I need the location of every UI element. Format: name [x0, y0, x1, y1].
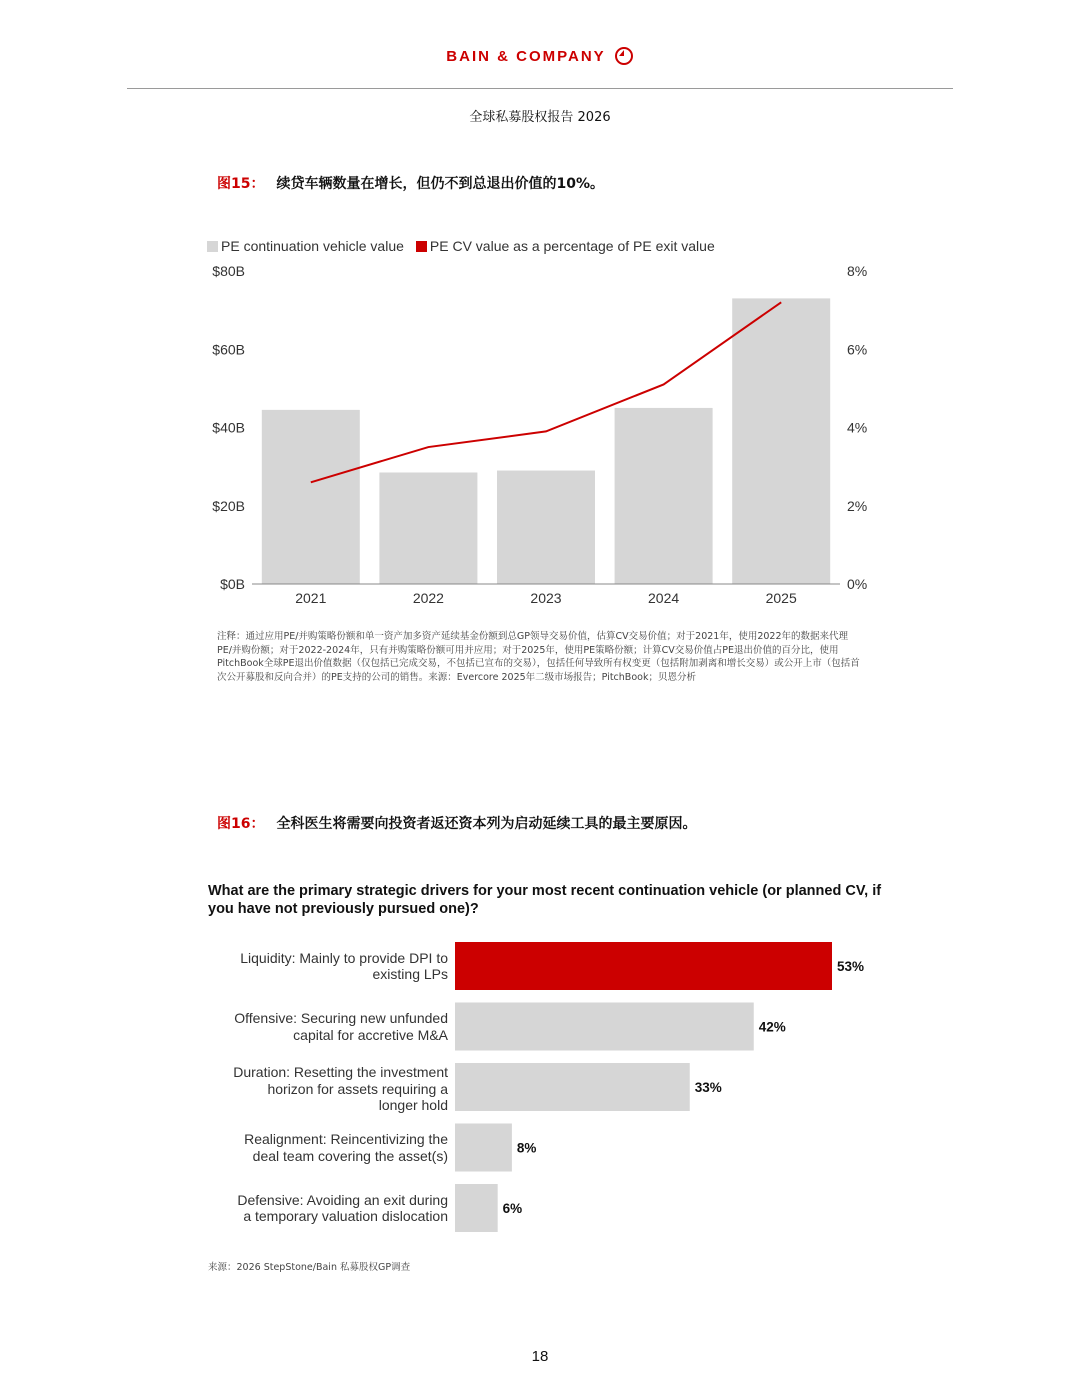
- figure-15-heading: 续贷车辆数量在增长，但仍不到总退出价值的10%。: [276, 176, 604, 192]
- y-right-tick-label: 6%: [847, 341, 868, 358]
- y-left-tick-label: $60B: [212, 341, 245, 358]
- legend-swatch-red: [416, 241, 427, 252]
- driver-value-label: 8%: [516, 1140, 537, 1156]
- driver-category-line: Liquidity: Mainly to provide DPI to: [240, 949, 448, 966]
- y-left-tick-label: $0B: [220, 576, 245, 592]
- figure-16-number: 图16：: [217, 816, 265, 832]
- driver-category-line: deal team covering the asset(s): [252, 1147, 448, 1164]
- bain-logo-icon: [614, 46, 634, 66]
- chart-legend: [207, 238, 715, 254]
- cv-value-bar: [615, 408, 713, 584]
- driver-category-line: existing LPs: [372, 966, 448, 982]
- driver-bar: [455, 1003, 754, 1051]
- figure-15-number: 图15：: [217, 176, 265, 192]
- y-left-tick-label: $20B: [212, 497, 245, 514]
- page-number: 18: [531, 1348, 549, 1365]
- x-tick-label: 2022: [412, 590, 444, 606]
- cv-value-bar: [379, 472, 477, 584]
- driver-bar: [455, 942, 832, 990]
- y-right-tick-label: 8%: [847, 263, 868, 279]
- y-left-tick-label: $40B: [212, 419, 245, 436]
- header-rule: [127, 88, 953, 89]
- driver-category-line: a temporary valuation dislocation: [243, 1208, 448, 1224]
- y-left-tick-label: $80B: [212, 263, 245, 279]
- figure-16-title: [217, 813, 696, 833]
- driver-category-line: Duration: Resetting the investment: [233, 1064, 448, 1081]
- legend-swatch-gray: [207, 241, 218, 252]
- driver-value-label: 42%: [758, 1019, 786, 1035]
- report-title: 全球私募股权报告 2026: [469, 110, 611, 125]
- figure-15-title: [217, 173, 604, 193]
- x-tick-label: 2024: [648, 590, 680, 606]
- x-tick-label: 2021: [295, 590, 327, 606]
- cv-value-bar: [732, 298, 830, 584]
- driver-value-label: 33%: [694, 1080, 722, 1095]
- driver-category-line: horizon for assets requiring a: [267, 1080, 448, 1097]
- figure-16-heading: 全科医生将需要向投资者返还资本列为启动延续工具的最主要原因。: [276, 816, 697, 832]
- cv-value-chart: [0, 255, 1080, 615]
- legend-label-line: PE CV value as a percentage of PE exit value: [429, 238, 715, 254]
- driver-bar: [455, 1184, 498, 1232]
- driver-category-line: Defensive: Avoiding an exit during: [237, 1191, 448, 1208]
- driver-bar: [455, 1124, 512, 1172]
- brand-logo-text: BAIN & COMPANY: [446, 47, 606, 65]
- cv-value-bar: [262, 410, 360, 584]
- cv-value-bar: [497, 471, 595, 584]
- driver-value-label: 53%: [837, 959, 865, 974]
- driver-bar: [455, 1063, 690, 1111]
- figure-15-note: 注释：通过应用PE/并购策略份额和单一资产加多资产延续基金份额到总GP领导交易价值，估算CV交易价值；对于2021年，使用2022年的数据来代理PE/并购份额；对于2022-2024年，只有并购策略份额可用并应用；对于2025年，使用PE策略份额；计算CV交易价值占PE退出价值的百分比，使用PitchBook全球PE退出价值数据（仅包括已完成交易，不包括已宣布的交易），包括任何导致所有权变更（包括附加剥离和增长交易）或公开上市（包括首次公开募股和反向合并）的PE支持的公司的销售。来源：Evercore 2025年二级市场报告；PitchBook；贝恩分析: [217, 631, 860, 683]
- driver-value-label: 6%: [502, 1201, 523, 1216]
- legend-item-bars: [207, 238, 404, 254]
- y-right-tick-label: 2%: [847, 497, 868, 514]
- legend-item-line: [416, 238, 715, 254]
- driver-category-line: longer hold: [378, 1097, 448, 1114]
- figure-16-source: 来源：2026 StepStone/Bain 私募股权GP调查: [208, 1262, 411, 1273]
- driver-category-line: Realignment: Reincentivizing the: [244, 1131, 448, 1147]
- x-tick-label: 2023: [530, 590, 562, 606]
- y-right-tick-label: 0%: [847, 576, 868, 592]
- y-right-tick-label: 4%: [847, 419, 868, 436]
- survey-question: What are the primary strategic drivers for your most recent continuation vehicle (or planned CV, if you have not previously pursued one)?: [208, 883, 882, 917]
- driver-category-line: Offensive: Securing new unfunded: [234, 1010, 448, 1026]
- driver-category-line: capital for accretive M&A: [293, 1026, 448, 1043]
- brand-header: [0, 46, 1080, 66]
- drivers-bar-chart: [0, 935, 1080, 1245]
- x-tick-label: 2025: [765, 590, 797, 606]
- legend-label-bars: PE continuation vehicle value: [221, 238, 404, 254]
